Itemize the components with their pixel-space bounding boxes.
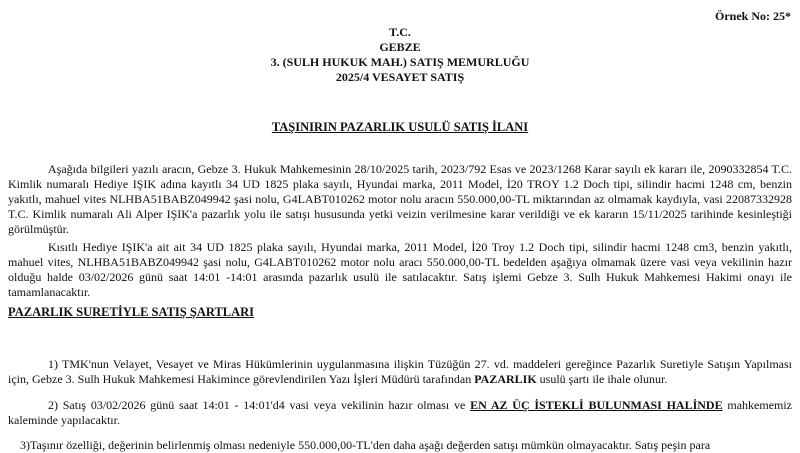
condition-1	[8, 357, 792, 387]
condition-2-bold: EN AZ ÜÇ İSTEKLİ BULUNMASI HALİNDE	[470, 398, 723, 412]
condition-3: 3)Taşınır özelliği, değerinin belirlenmiş olması nedeniyle 550.000,00-TL'den daha aşağı değerden satışı mümkün olmayacaktır. Satış peşin para	[20, 438, 711, 452]
paragraph-sale-details: Kısıtlı Hediye IŞIK'a ait ait 34 UD 1825 plaka sayılı, Hyundai marka, 2011 Model, İ20 Troy 1.2 Doch tipi, silindir hacmi 1248 cm3, benzin yakıtlı, mahuel vites, NLHBA51BABZ049942 şasi nolu, G4LABT010262 motor nolu aracı 550.000,00-TL bedelden aşağıya olmamak üzere vasi veya vekilinin hazır olduğu halde 03/02/2026 günü saat 14:01 -14:01 arasında pazarlık usulü ile satılacaktır. Satış işlemi Gebze 3. Sulh Hukuk Mahkemesi Hakimi onayı ile tamamlanacaktır.	[8, 240, 792, 299]
condition-1-bold: PAZARLIK	[474, 372, 537, 386]
condition-2-text: 2) Satış 03/02/2026 günü saat 14:01 - 14:01'd4 vasi veya vekilinin hazır olması ve	[48, 398, 471, 412]
header-tc: T.C.	[389, 25, 411, 39]
condition-1-text: 1) TMK'nun Velayet, Vesayet ve Miras Hükümlerinin uygulanmasına ilişkin Tüzüğün 27. vd. maddeleri gereğince Pazarlık Suretiyle Satışın Yapılması için, Gebze 3. Sulh Hukuk Mahkemesi Hakimince görevlendirilen Yazı İşleri Müdürü tarafından	[8, 357, 792, 386]
header-city: GEBZE	[379, 40, 421, 54]
condition-2	[8, 398, 792, 428]
header-office: 3. (SULH HUKUK MAH.) SATIŞ MEMURLUĞU	[270, 55, 530, 69]
paragraph-decision: Aşağıda bilgileri yazılı aracın, Gebze 3. Hukuk Mahkemesinin 28/10/2025 tarih, 2023/792 Esas ve 2023/1268 Karar sayılı ek kararı ile, 2090332854 T.C. Kimlik numaralı Hediye IŞIK adına kayıtlı 34 UD 1825 plaka sayılı, Hyundai marka, 2011 Model, İ20 TROY 1.2 Doch tipi, silindir hacmi 1248 cm, benzin yakıtlı, mahuel vites NLHBA51BABZ049942 şasi nolu, G4LABT010262 motor nolu aracın 550.000,00-TL miktarından az olmamak kaydıyla, vasi 22087332928 T.C. Kimlik numaralı Ali Alper IŞIK'a pazarlık yolu ile satışı hususunda yetki veizin verilmesine karar verildiği ve ek kararın 15/11/2025 tarihinde kesinleştiği görülmüştür.	[8, 162, 792, 236]
sample-number: Örnek No: 25*	[715, 9, 791, 23]
condition-1-end: usulü şartı ile ihale olunur.	[536, 372, 668, 386]
notice-title: TAŞINIRIN PAZARLIK USULÜ SATIŞ İLANI	[271, 120, 529, 134]
condition-2-end: mahkememiz kaleminde yapılacaktır.	[8, 398, 793, 427]
document-header	[0, 25, 800, 85]
section-title: PAZARLIK SURETİYLE SATIŞ ŞARTLARI	[8, 305, 255, 319]
header-file-number: 2025/4 VESAYET SATIŞ	[335, 70, 465, 84]
